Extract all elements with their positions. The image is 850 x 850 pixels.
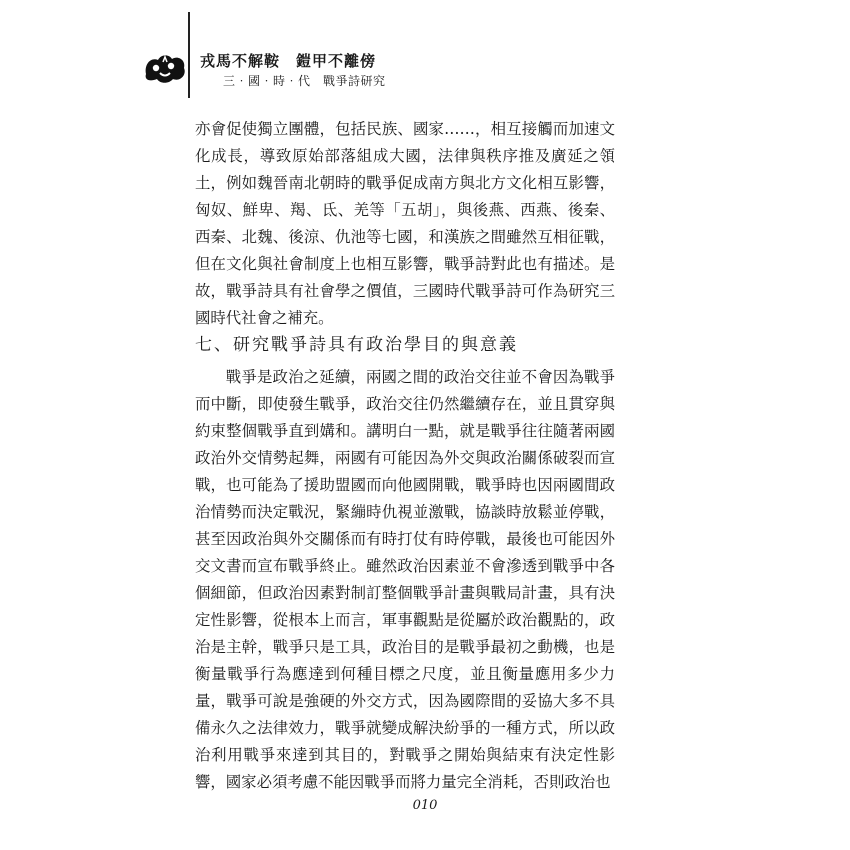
header-divider	[188, 12, 190, 98]
series-title: 戎馬不解鞍 鎧甲不離傍	[200, 52, 377, 70]
body-paragraph: 亦會促使獨立團體，包括民族、國家……，相互接觸而加速文化成長，導致原始部落組成大國，法律與秩序推及廣延之領土，例如魏晉南北朝時的戰爭促成南方與北方文化相互影響，匈奴、鮮卑、羯、氐、羌等「五胡」，與後燕、西燕、後秦、西秦、北魏、後涼、仇池等七國，和漢族之間雖然互相征戰，但在文化與社會制度上也相互影響，戰爭詩對此也有描述。是故，戰爭詩具有社會學之價值，三國時代戰爭詩可作為研究三國時代社會之補充。	[195, 120, 615, 327]
body-paragraph: 戰爭是政治之延續，兩國之間的政治交往並不會因為戰爭而中斷，即使發生戰爭，政治交往仍然繼續存在，並且貫穿與約束整個戰爭直到媾和。講明白一點，就是戰爭往往隨著兩國政治外交情勢起舞，兩國有可能因為外交與政治關係破裂而宣戰，也可能為了援助盟國而向他國開戰，戰爭時也因兩國間政治情勢而決定戰況，緊繃時仇視並激戰，協談時放鬆並停戰，甚至因政治與外交關係而有時打仗有時停戰，最後也可能因外交文書而宣布戰爭終止。雖然政治因素並不會滲透到戰爭中各個細節，但政治因素對制訂整個戰爭計畫與戰局計畫，具有決定性影響，從根本上而言，軍事觀點是從屬於政治觀點的，政治是主幹，戰爭只是工具，政治目的是戰爭最初之動機，也是衡量戰爭行為應達到何種目標之尺度，並且衡量應用多少力量，戰爭可說是強硬的外交方式，因為國際間的妥協大多不具備永久之法律效力，戰爭就變成解決紛爭的一種方式，所以政治利用戰爭來達到其目的，對戰爭之開始與結束有決定性影響，國家必須考慮不能因戰爭而將力量完全消耗，否則政治也	[195, 368, 615, 791]
section-heading: 七、研究戰爭詩具有政治學目的與意義	[195, 335, 518, 355]
dragon-emblem-icon	[143, 50, 187, 86]
series-subtitle: 三‧國‧時‧代 戰爭詩研究	[223, 74, 386, 88]
page-number: 010	[412, 798, 438, 813]
